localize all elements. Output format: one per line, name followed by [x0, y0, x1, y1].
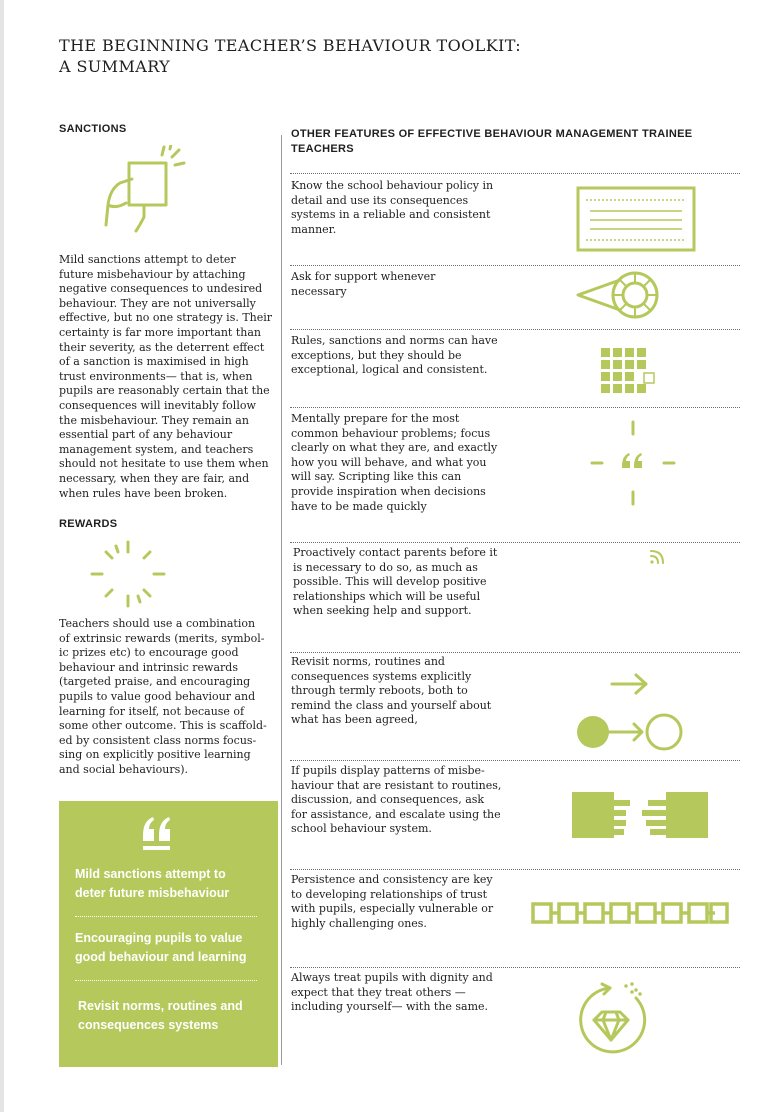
sanctions-body [59, 253, 279, 501]
sanctions-line: should not hesitate to use them when [59, 457, 269, 471]
feature-line: what has been agreed, [291, 713, 418, 727]
title-line-2: A SUMMARY [59, 57, 171, 76]
pull-quote-line: consequences systems [78, 1018, 219, 1032]
pull-quote-line: good behaviour and learning [75, 950, 247, 964]
feature-item-4 [291, 412, 531, 514]
row-separator [290, 542, 740, 543]
rewards-heading: REWARDS [59, 518, 118, 530]
pull-quote-divider [75, 980, 257, 981]
feature-line: detail and use its consequences [291, 193, 469, 207]
sanctions-line: pupils are reasonably certain that the [59, 384, 270, 398]
hand-holding-card-icon [96, 145, 192, 245]
sanctions-line: effective, but no one strategy is. Their [59, 311, 273, 325]
feature-line: relationships which will be useful [293, 589, 481, 603]
sanctions-line: the misbehaviour. They remain an [59, 413, 249, 427]
row-separator [290, 967, 740, 968]
feature-line: Mentally prepare for the most [291, 412, 460, 425]
feature-line: Rules, sanctions and norms can have [291, 334, 498, 347]
grid-exception-icon [601, 348, 657, 396]
sanctions-line: Mild sanctions attempt to deter [59, 253, 236, 266]
feature-line: haviour that are resistant to routines, [291, 778, 502, 792]
megaphone-ring-icon [575, 270, 665, 320]
sanctions-line: necessary, when they are fair, and [59, 471, 250, 485]
rewards-line: ed by consistent class norms focus- [59, 733, 257, 747]
rewards-line: sing on explicitly positive learning [59, 748, 251, 762]
feature-line: when seeking help and support. [293, 604, 472, 618]
feature-line: school behaviour system. [291, 822, 432, 836]
feature-line: remind the class and yourself about [291, 698, 492, 712]
feature-item-3 [291, 334, 521, 378]
feature-line: expect that they treat others — [291, 985, 466, 999]
sanctions-line: negative consequences to undesired [59, 282, 263, 296]
title-line-1: THE BEGINNING TEACHER’S BEHAVIOUR TOOLKIT: [59, 36, 522, 55]
features-heading-line: TEACHERS [291, 143, 354, 155]
feature-line: have to be made quickly [291, 499, 427, 513]
feature-line: If pupils display patterns of misbe- [291, 764, 485, 777]
document-lines-icon [576, 186, 696, 252]
feature-line: Ask for support whenever [291, 270, 436, 283]
row-separator [290, 407, 740, 408]
feature-line: exceptions, but they should be [291, 348, 462, 362]
sanctions-line: when rules have been broken. [59, 486, 228, 500]
rewards-body [59, 617, 279, 778]
feature-line: Know the school behaviour policy in [291, 179, 494, 192]
feature-line: will say. Scripting like this can [291, 470, 462, 484]
diamond-circle-icon [566, 978, 656, 1068]
rewards-line: learning for itself, not because of [59, 704, 245, 718]
rewards-line: (targeted praise, and encouraging [59, 675, 251, 689]
feature-line: exceptional, logical and consistent. [291, 363, 488, 377]
feature-line: is necessary to do so, as much as [293, 560, 478, 574]
feature-line: Proactively contact parents before it [293, 546, 498, 559]
focus-quote-icon [588, 418, 678, 508]
feature-line: necessary [291, 284, 347, 298]
feature-line: with pupils, especially vulnerable or [291, 902, 494, 916]
rewards-line: pupils to value good behaviour and [59, 689, 256, 703]
pull-quote-line: Revisit norms, routines and [78, 999, 243, 1013]
signal-icon [649, 547, 667, 565]
feature-line: systems in a reliable and consistent [291, 208, 491, 222]
pull-quote-line: Mild sanctions attempt to [75, 867, 226, 881]
sanctions-line: consequences will inevitably follow [59, 398, 256, 412]
feature-line: Persistence and consistency are key [291, 873, 493, 886]
feature-line: common behaviour problems; focus [291, 426, 491, 440]
row-separator [290, 760, 740, 761]
feature-line: to developing relationships of trust [291, 887, 488, 901]
feature-line: possible. This will develop positive [293, 575, 487, 589]
pull-quote-line: deter future misbehaviour [75, 886, 230, 900]
sanctions-heading: SANCTIONS [59, 123, 127, 135]
row-separator [290, 173, 740, 174]
rewards-line: some other outcome. This is scaffold- [59, 719, 267, 733]
feature-line: Always treat pupils with dignity and [291, 971, 493, 984]
sanctions-line: certainty is far more important than [59, 325, 262, 339]
rewards-line: Teachers should use a combination [59, 617, 256, 630]
pull-quote-2 [75, 929, 247, 967]
sanctions-line: future misbehaviour by attaching [59, 267, 246, 281]
row-separator [290, 869, 740, 870]
feature-line: provide inspiration when decisions [291, 484, 486, 498]
feature-item-1 [291, 179, 521, 237]
feature-item-6 [291, 655, 521, 728]
chain-links-icon [531, 900, 731, 926]
feature-line: clearly on what they are, and exactly [291, 441, 498, 455]
feature-item-5 [293, 546, 523, 619]
feature-item-2 [291, 270, 521, 299]
sanctions-line: behaviour. They are not universally [59, 296, 256, 310]
sanctions-line: trust environments— that is, when [59, 369, 253, 383]
feature-line: discussion, and consequences, ask [291, 793, 485, 807]
rewards-line: behaviour and intrinsic rewards [59, 660, 238, 674]
column-divider [281, 135, 282, 1065]
page-edge-rule [0, 0, 4, 1112]
pull-quote-3 [78, 997, 243, 1035]
pointing-hands-icon [570, 790, 710, 840]
row-separator [290, 329, 740, 330]
feature-line: Revisit norms, routines and [291, 655, 445, 668]
feature-line: consequences systems explicitly [291, 669, 472, 683]
feature-line: including yourself— with the same. [291, 1000, 489, 1014]
features-heading [291, 127, 692, 157]
feature-item-9 [291, 971, 526, 1015]
sparkle-burst-icon [88, 538, 168, 610]
pull-quote-1 [75, 865, 229, 903]
rewards-line: ic prizes etc) to encourage good [59, 646, 239, 660]
rewards-line: of extrinsic rewards (merits, symbol- [59, 631, 265, 645]
row-separator [290, 652, 740, 653]
feature-line: manner. [291, 222, 337, 236]
features-heading-line: OTHER FEATURES OF EFFECTIVE BEHAVIOUR MANAGEMENT TRAINEE [291, 128, 693, 140]
row-separator [290, 265, 740, 266]
sanctions-line: essential part of any behaviour [59, 428, 233, 442]
sanctions-line: management system, and teachers [59, 442, 254, 456]
pull-quote-line: Encouraging pupils to value [75, 931, 243, 945]
sanctions-line: their severity, as the deterrent effect [59, 340, 265, 354]
quote-marks-icon [141, 813, 173, 853]
arrow-circles-icon [574, 672, 686, 754]
feature-line: for assistance, and escalate using the [291, 807, 501, 821]
feature-item-8 [291, 873, 526, 931]
page-title [59, 35, 521, 77]
feature-item-7 [291, 764, 526, 837]
sanctions-line: of a sanction is maximised in high [59, 355, 249, 369]
feature-line: through termly reboots, both to [291, 684, 468, 698]
feature-line: how you will behave, and what you [291, 455, 487, 469]
rewards-line: and social behaviours). [59, 762, 189, 776]
pull-quote-divider [75, 916, 257, 917]
pull-quote-box [59, 801, 278, 1067]
feature-line: highly challenging ones. [291, 916, 427, 930]
